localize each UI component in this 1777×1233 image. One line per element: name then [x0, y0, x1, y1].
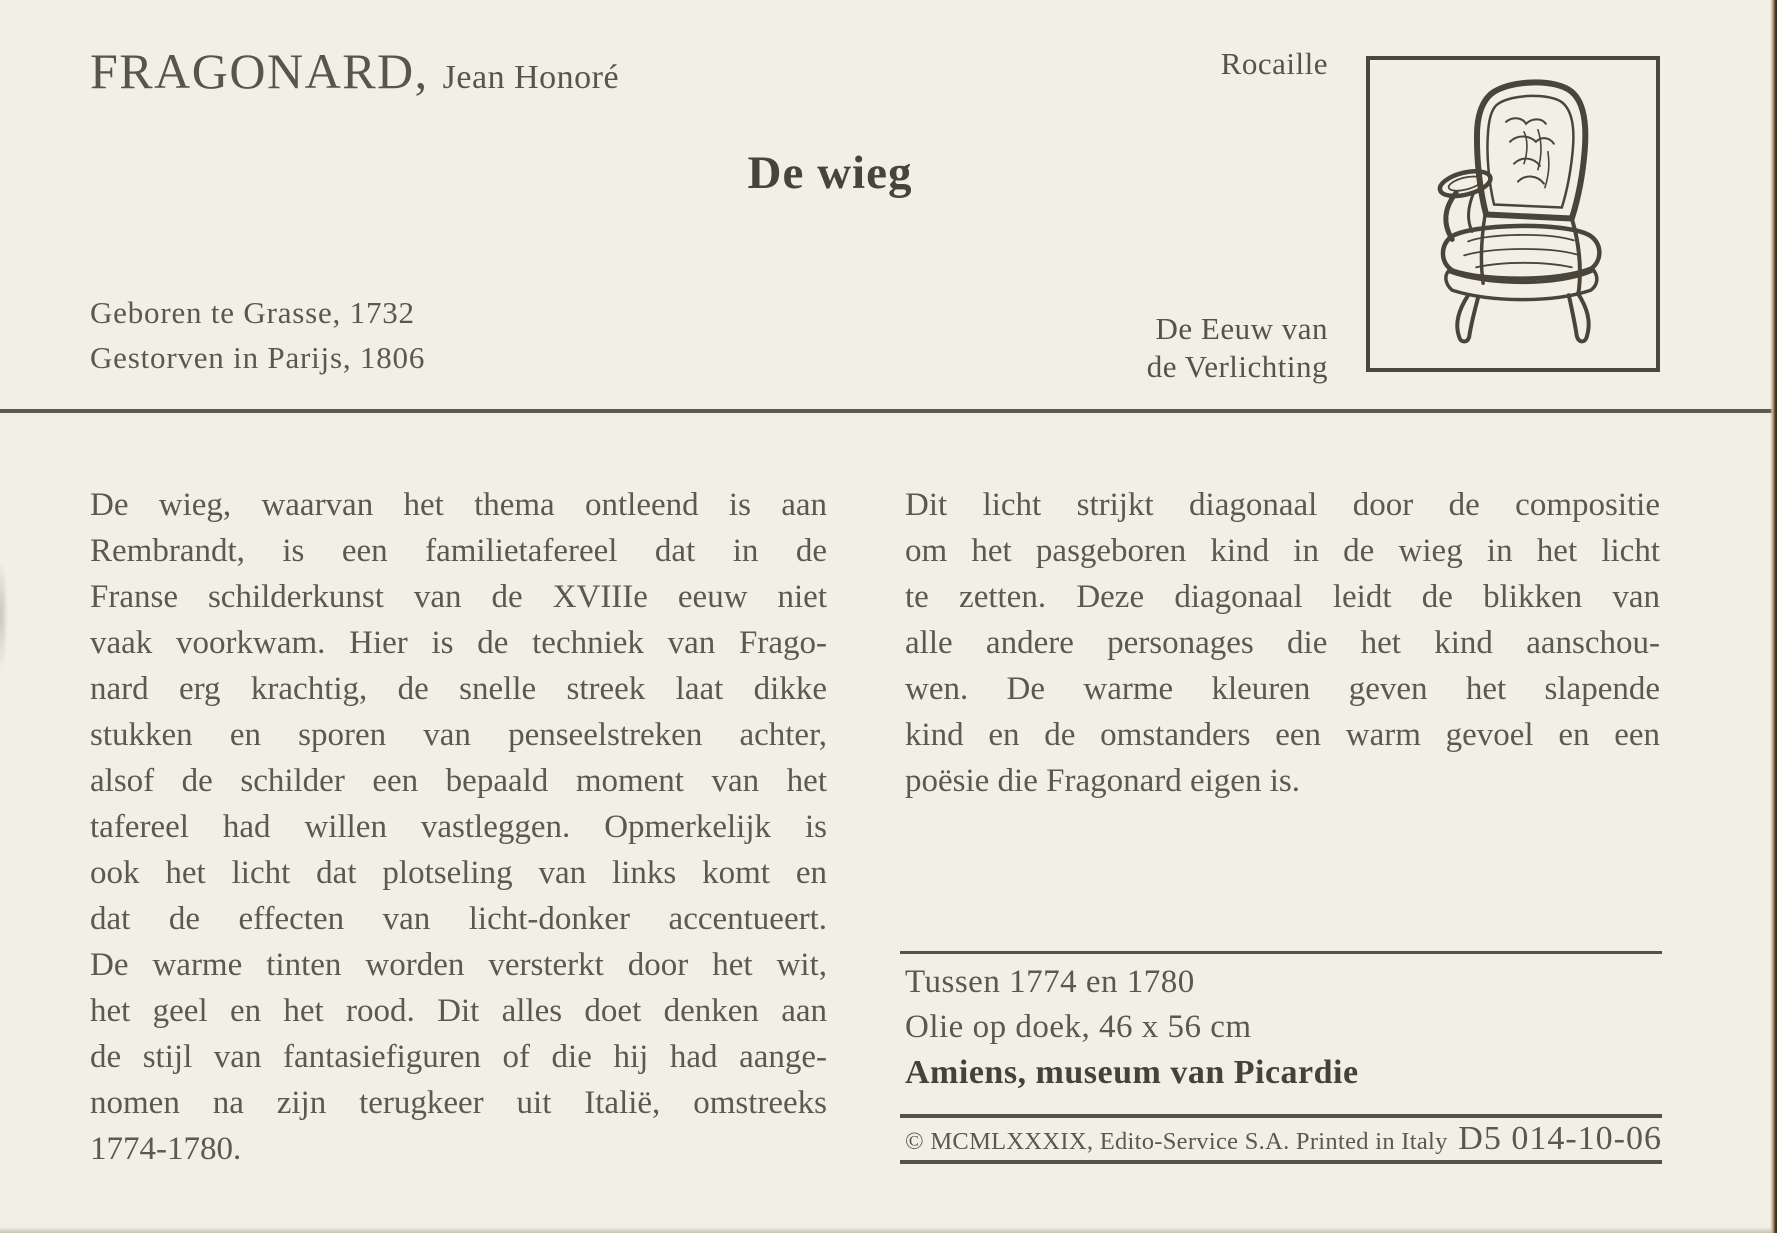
died-line: Gestorven in Parijs, 1806 — [90, 340, 426, 375]
armchair-icon — [1387, 72, 1639, 356]
artwork-location: Amiens, museum van Picardie — [905, 1054, 1359, 1091]
era-line-2: de Verlichting — [1146, 349, 1328, 384]
text-line: Dit licht strijkt diagonaal door de compositie — [905, 487, 1660, 523]
painting-title: De wieg — [747, 147, 913, 199]
text-line: Franse schilderkunst van de XVIIIe eeuw niet — [90, 579, 827, 615]
artist-firstname: Jean Honoré — [442, 59, 620, 96]
body-right-column — [905, 482, 1660, 804]
header-divider-rule — [0, 409, 1777, 413]
born-line: Geboren te Grasse, 1732 — [90, 295, 415, 330]
text-line: ook het licht dat plotseling van links komt en — [90, 855, 827, 891]
style-label: Rocaille — [1220, 46, 1328, 81]
copyright-top-rule — [900, 1114, 1662, 1118]
print-code: D5 014-10-06 — [1458, 1120, 1662, 1157]
text-line: te zetten. Deze diagonaal leidt de blikken van — [905, 579, 1660, 615]
text-line: tafereel had willen vastleggen. Opmerkelijk is — [90, 809, 827, 845]
text-line: de stijl van fantasiefiguren of die hij had aange- — [90, 1039, 827, 1075]
copyright-bottom-rule — [900, 1160, 1662, 1164]
text-line: De warme tinten worden versterkt door het wit, — [90, 947, 827, 983]
text-line: poësie die Fragonard eigen is. — [905, 763, 1300, 799]
artist-life-dates — [90, 290, 425, 380]
text-line: De wieg, waarvan het thema ontleend is aan — [90, 487, 827, 523]
artwork-date: Tussen 1774 en 1780 — [905, 964, 1195, 1000]
text-line: nard erg krachtig, de snelle streek laat dikke — [90, 671, 827, 707]
copyright-line — [905, 1120, 1662, 1158]
text-line: Rembrandt, is een familietafereel dat in de — [90, 533, 827, 569]
text-line: nomen na zijn terugkeer uit Italië, omstreeks — [90, 1085, 827, 1121]
text-line: 1774-1780. — [90, 1131, 242, 1167]
text-line: het geel en het rood. Dit alles doet denken aan — [90, 993, 827, 1029]
scan-bottom-edge — [0, 1227, 1777, 1233]
scan-smudge — [0, 560, 8, 670]
text-line: vaak voorkwam. Hier is de techniek van Frago- — [90, 625, 827, 661]
artist-name — [90, 42, 619, 100]
text-line: om het pasgeboren kind in de wieg in het licht — [905, 533, 1660, 569]
style-illustration-frame — [1366, 56, 1660, 372]
text-line: kind en de omstanders een warm gevoel en een — [905, 717, 1660, 753]
body-left-column — [90, 482, 827, 1172]
text-line: alsof de schilder een bepaald moment van het — [90, 763, 827, 799]
era-label — [1000, 310, 1328, 386]
text-line: dat de effecten van licht-donker accentueert. — [90, 901, 827, 937]
copyright-notice: © MCMLXXXIX, Edito-Service S.A. Printed in Italy — [905, 1128, 1448, 1155]
scan-right-edge — [1770, 0, 1777, 1233]
text-line: wen. De warme kleuren geven het slapende — [905, 671, 1660, 707]
artist-surname: FRAGONARD, — [90, 43, 429, 99]
era-line-1: De Eeuw van — [1155, 311, 1328, 346]
details-top-rule — [900, 951, 1662, 954]
text-line: stukken en sporen van penseelstreken achter, — [90, 717, 827, 753]
artwork-medium: Olie op doek, 46 x 56 cm — [905, 1009, 1252, 1045]
text-line: alle andere personages die het kind aanschou- — [905, 625, 1660, 661]
